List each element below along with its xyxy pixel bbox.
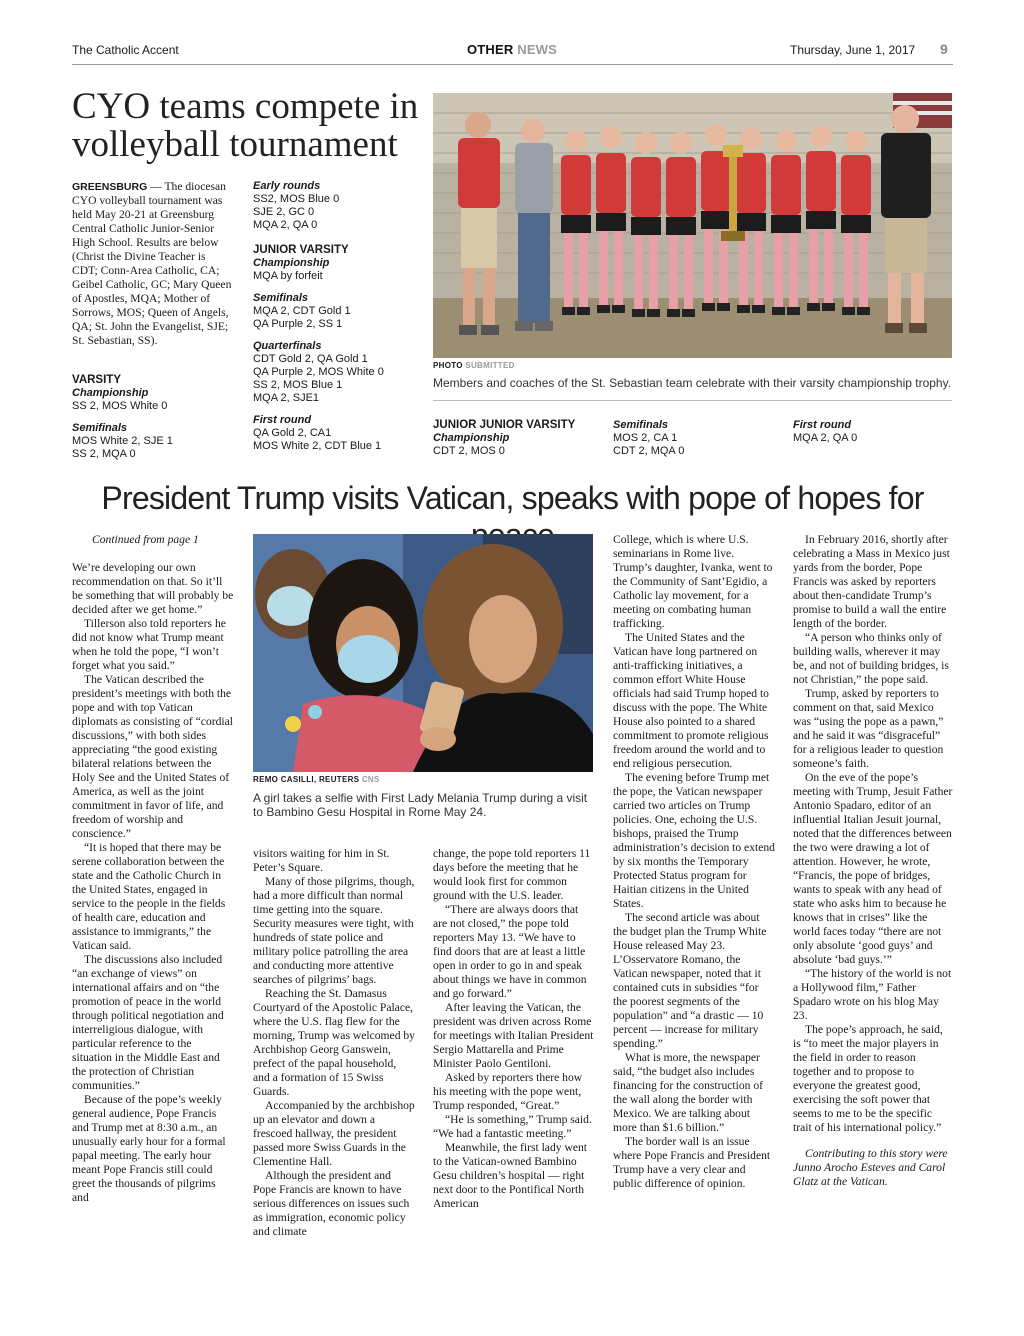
section-word-other: OTHER bbox=[466, 42, 514, 57]
photo-credit-agency: REMO CASILLI, REUTERS bbox=[253, 775, 360, 784]
paragraph: Tillerson also told reporters he did not know what Trump meant when he told the pope, “I won’t forget what you said.” bbox=[72, 617, 226, 672]
paragraph: After leaving the Vatican, the president was driven across Rome for meetings with Italian President Sergio Mattarella and Prime Minister Paolo Gentiloni. bbox=[433, 1001, 594, 1070]
jv-championship-result: MQA by forfeit bbox=[253, 270, 323, 282]
paragraph: Meanwhile, the first lady went to the Vatican-owned Bambino Gesu children’s hospital — right next door to the Pontifical North American bbox=[433, 1141, 587, 1210]
page-number: 9 bbox=[940, 41, 948, 57]
paragraph: “A person who thinks only of building walls, wherever it may be, and not of building bridges, is not Christian,” the pope said. bbox=[793, 631, 949, 686]
jjv-championship-result: CDT 2, MOS 0 bbox=[433, 445, 505, 457]
paragraph: “It is hoped that there may be serene collaboration between the state and the Catholic Church in the United States, engaged in service to the people in the fields of health care, education and assistance to immigrants,” the Vatican said. bbox=[72, 841, 226, 952]
trump-column-2 bbox=[253, 847, 415, 1239]
paragraph: Reaching the St. Damasus Courtyard of the Apostolic Palace, where the U.S. flag flew for the morning, Trump was welcomed by Archbishop Georg Ganswein, prefect of the papal household, and a formation of 15 Swiss Guards. bbox=[253, 987, 415, 1098]
paragraph: What is more, the newspaper said, “the budget also includes financing for the construction of the wall along the border with Mexico. We are talking about more than $1.6 billion.” bbox=[613, 1051, 764, 1134]
volleyball-headline: CYO teams compete in volleyball tournament bbox=[72, 86, 419, 165]
jjv-championship-label: Championship bbox=[433, 432, 510, 444]
jjv-semifinal-result: CDT 2, MQA 0 bbox=[613, 445, 685, 457]
paragraph: visitors waiting for him in St. Peter’s Square. bbox=[253, 847, 390, 874]
paragraph: The border wall is an issue where Pope Francis and President Trump have a very clear and public difference of opinion. bbox=[613, 1135, 771, 1190]
photo-credit bbox=[433, 361, 515, 370]
jv-quarterfinal-result: MQA 2, SJE1 bbox=[253, 392, 320, 404]
paragraph: change, the pope told reporters 11 days before the meeting that he would look first for common ground with the U.S. leader. bbox=[433, 847, 591, 902]
jjv-semifinals bbox=[613, 419, 793, 458]
paragraph: The second article was about the budget plan the Trump White House released May 23. L’Osservatore Romano, the Vatican newspaper, noted that it contained cuts in subsidies “for the poorest segments of the population” and “a drastic — 10 percent — increase for military spending.” bbox=[613, 911, 767, 1050]
paragraph: “The history of the world is not a Hollywood film,” Father Spadaro wrote on his blog May 23. bbox=[793, 967, 952, 1022]
paragraph: We’re developing our own recommendation on that. So it’ll be something that will probably be decided after we get home.” bbox=[72, 561, 234, 616]
paragraph: On the eve of the pope’s meeting with Trump, Jesuit Father Antonio Spadaro, editor of an influential Italian Jesuit journal, noted that the differences between the two were drawing a lot of attention. However, he wrote, “Francis, the pope of bridges, wants to speak with any head of state who asks him to because he knows that in crises” like the world faces today “there are not only absolute ‘good guys’ and absolute ‘bad guys.’” bbox=[793, 771, 953, 966]
photo-credit-2 bbox=[253, 775, 380, 784]
jv-semifinals-label: Semifinals bbox=[253, 292, 309, 304]
paragraph: The United States and the Vatican have long partnered on anti-trafficking initiatives, a common effort White House officials had said Trump hoped to discuss with the pope. The White House also pointed to a shared commitment to promote religious freedom around the world and to end religious persecution. bbox=[613, 631, 769, 770]
early-round-result: SS2, MOS Blue 0 bbox=[253, 193, 340, 205]
melania-photo bbox=[253, 534, 593, 772]
varsity-semifinal-result: SS 2, MQA 0 bbox=[72, 448, 136, 460]
varsity-semifinal-result: MOS White 2, SJE 1 bbox=[72, 435, 173, 447]
team-photo-illustration bbox=[433, 93, 952, 358]
jv-quarterfinals-label: Quarterfinals bbox=[253, 340, 322, 352]
jjv-results bbox=[433, 419, 613, 458]
header-rule bbox=[72, 64, 953, 65]
contributors-note: Contributing to this story were Junno Arocho Esteves and Carol Glatz at the Vatican. bbox=[793, 1147, 948, 1188]
paragraph: “He is something,” Trump said. “We had a fantastic meeting.” bbox=[433, 1113, 592, 1140]
paragraph: Trump, asked by reporters to comment on that, said Mexico was “using the pope as a pawn,” and he said it was “disgraceful” for a religious leader to question someone’s faith. bbox=[793, 687, 944, 770]
team-photo-caption: Members and coaches of the St. Sebastian team celebrate with their varsity championship trophy. bbox=[433, 376, 952, 390]
varsity-results bbox=[72, 374, 242, 461]
jv-quarterfinal-result: SS 2, MOS Blue 1 bbox=[253, 379, 343, 391]
paragraph: The evening before Trump met the pope, the Vatican newspaper carried two articles on Trump policies. One, echoing the U.S. bishops, praised the Trump administration’s decision to extend by six months the Temporary Protected Status program for Haitian citizens in the United States. bbox=[613, 771, 775, 910]
paragraph: The Vatican described the president’s meetings with both the pope and with top Vatican diplomats as consisting of “cordial discussions,” with both sides appreciating “the good existing bilateral relations between the Holy See and the United States of America, as well as the joint commitment in favor of life, and freedom of worship and conscience.” bbox=[72, 673, 233, 840]
publication-name: The Catholic Accent bbox=[72, 43, 179, 57]
paragraph: Although the president and Pope Francis are known to have serious differences on issues such as immigration, economic policy and climate bbox=[253, 1169, 410, 1238]
paragraph: Because of the pope’s weekly general audience, Pope Francis and Trump met at 8:30 a.m., an unusually early hour for a formal papal meeting. The early hour meant Pope Francis still could greet the thousands of pilgrims and bbox=[72, 1093, 226, 1204]
jjv-semifinals-label: Semifinals bbox=[613, 419, 669, 431]
jjv-semifinal-result: MOS 2, CA 1 bbox=[613, 432, 678, 444]
paragraph: The pope’s approach, he said, is “to meet the major players in the field in order to reason together and to propose to everyone the greatest good, exercising the soft power that seems to me to be the specific trait of his international policy.” bbox=[793, 1023, 943, 1134]
paragraph: Asked by reporters there how his meeting with the pope went, Trump responded, “Great.” bbox=[433, 1071, 583, 1112]
photo-credit-label: PHOTO bbox=[433, 361, 463, 370]
paragraph: College, which is where U.S. seminarians in Rome live. Trump’s daughter, Ivanka, went to the Community of Sant’Egidio, a Catholic lay movement, for a meeting on combating human trafficking. bbox=[613, 533, 773, 630]
varsity-championship-result: SS 2, MOS White 0 bbox=[72, 400, 168, 412]
melania-photo-caption: A girl takes a selfie with First Lady Melania Trump during a visit to Bambino Gesu Hospital in Rome May 24. bbox=[253, 791, 588, 819]
jv-championship-label: Championship bbox=[253, 257, 330, 269]
jv-quarterfinal-result: QA Purple 2, MOS White 0 bbox=[253, 366, 384, 378]
jjv-first-round-result: MQA 2, QA 0 bbox=[793, 432, 858, 444]
section-word-news: NEWS bbox=[517, 42, 558, 57]
jjv-heading: JUNIOR JUNIOR VARSITY bbox=[433, 419, 576, 431]
paragraph: The discussions also included “an exchange of views” on international affairs and on “the promotion of peace in the world through political negotiation and interreligious dialogue, with particular reference to the situation in the Middle East and the protection of Christian communities.” bbox=[72, 953, 224, 1092]
early-round-result: MQA 2, QA 0 bbox=[253, 219, 318, 231]
varsity-heading: VARSITY bbox=[72, 374, 121, 386]
jv-semifinal-result: MQA 2, CDT Gold 1 bbox=[253, 305, 351, 317]
issue-date: Thursday, June 1, 2017 bbox=[790, 43, 916, 57]
volleyball-intro bbox=[72, 180, 234, 348]
jv-quarterfinal-result: CDT Gold 2, QA Gold 1 bbox=[253, 353, 368, 365]
caption-rule bbox=[433, 400, 952, 401]
jjv-first-round-label: First round bbox=[793, 419, 852, 431]
photo-credit-source: SUBMITTED bbox=[465, 361, 515, 370]
jv-first-round-result: MOS White 2, CDT Blue 1 bbox=[253, 440, 382, 452]
jjv-first-round bbox=[793, 419, 953, 445]
varsity-semifinals-label: Semifinals bbox=[72, 422, 128, 434]
trump-column-3 bbox=[433, 847, 595, 1211]
paragraph: Accompanied by the archbishop up an elevator and down a frescoed hallway, the president passed more Swiss Guards in the Clementine Hall. bbox=[253, 1099, 415, 1168]
early-rounds-label: Early rounds bbox=[253, 180, 321, 192]
coach-second bbox=[515, 119, 553, 331]
trump-column-5 bbox=[793, 533, 953, 1189]
varsity-championship-label: Championship bbox=[72, 387, 149, 399]
jv-semifinal-result: QA Purple 2, SS 1 bbox=[253, 318, 343, 330]
early-round-result: SJE 2, GC 0 bbox=[253, 206, 315, 218]
melania-photo-illustration bbox=[253, 534, 593, 772]
photo-credit-service: CNS bbox=[361, 775, 380, 784]
trump-headline: President Trump visits Vatican, speaks with pope of hopes for bbox=[101, 480, 924, 516]
dateline: GREENSBURG bbox=[72, 181, 148, 193]
jv-first-round-label: First round bbox=[253, 414, 312, 426]
trump-column-1 bbox=[72, 561, 234, 1205]
paragraph: In February 2016, shortly after celebrating a Mass in Mexico just yards from the border, Pope Francis was asked by reporters about then-candidate Trump’s promise to build a wall the entire length of the border. bbox=[793, 533, 950, 630]
results-column-2 bbox=[253, 180, 423, 453]
paragraph: Many of those pilgrims, though, had a more difficult than normal time getting into the square. Security measures were tight, with hundreds of state police and military police patrolling the area and conducting more attentive searches of pilgrims’ bags. bbox=[253, 875, 415, 986]
jv-heading: JUNIOR VARSITY bbox=[253, 244, 349, 256]
trump-column-4 bbox=[613, 533, 775, 1191]
paragraph: “There are always doors that are not closed,” the pope told reporters May 13. “We have to find doors that are at least a little open in order to go in and speak about things we have in common and go forward.” bbox=[433, 903, 587, 1000]
team-photo bbox=[433, 93, 952, 358]
continued-line: Continued from page 1 bbox=[92, 533, 199, 546]
intro-text: — The diocesan CYO volleyball tournament was held May 20-21 at Greensburg Central Catholic Junior-Senior High School. Results are below (Christ the Divine Teacher is CDT; Conn-Area Catholic, CA; Geibel Catholic, GC; Mary Queen of Apostles, MQA; Mother of Sorrows, MOS; Queen of Angels, QA; St. John the Evangelist, SJE; St. Sebastian, SS). bbox=[72, 180, 232, 347]
jv-first-round-result: QA Gold 2, CA1 bbox=[253, 427, 332, 439]
